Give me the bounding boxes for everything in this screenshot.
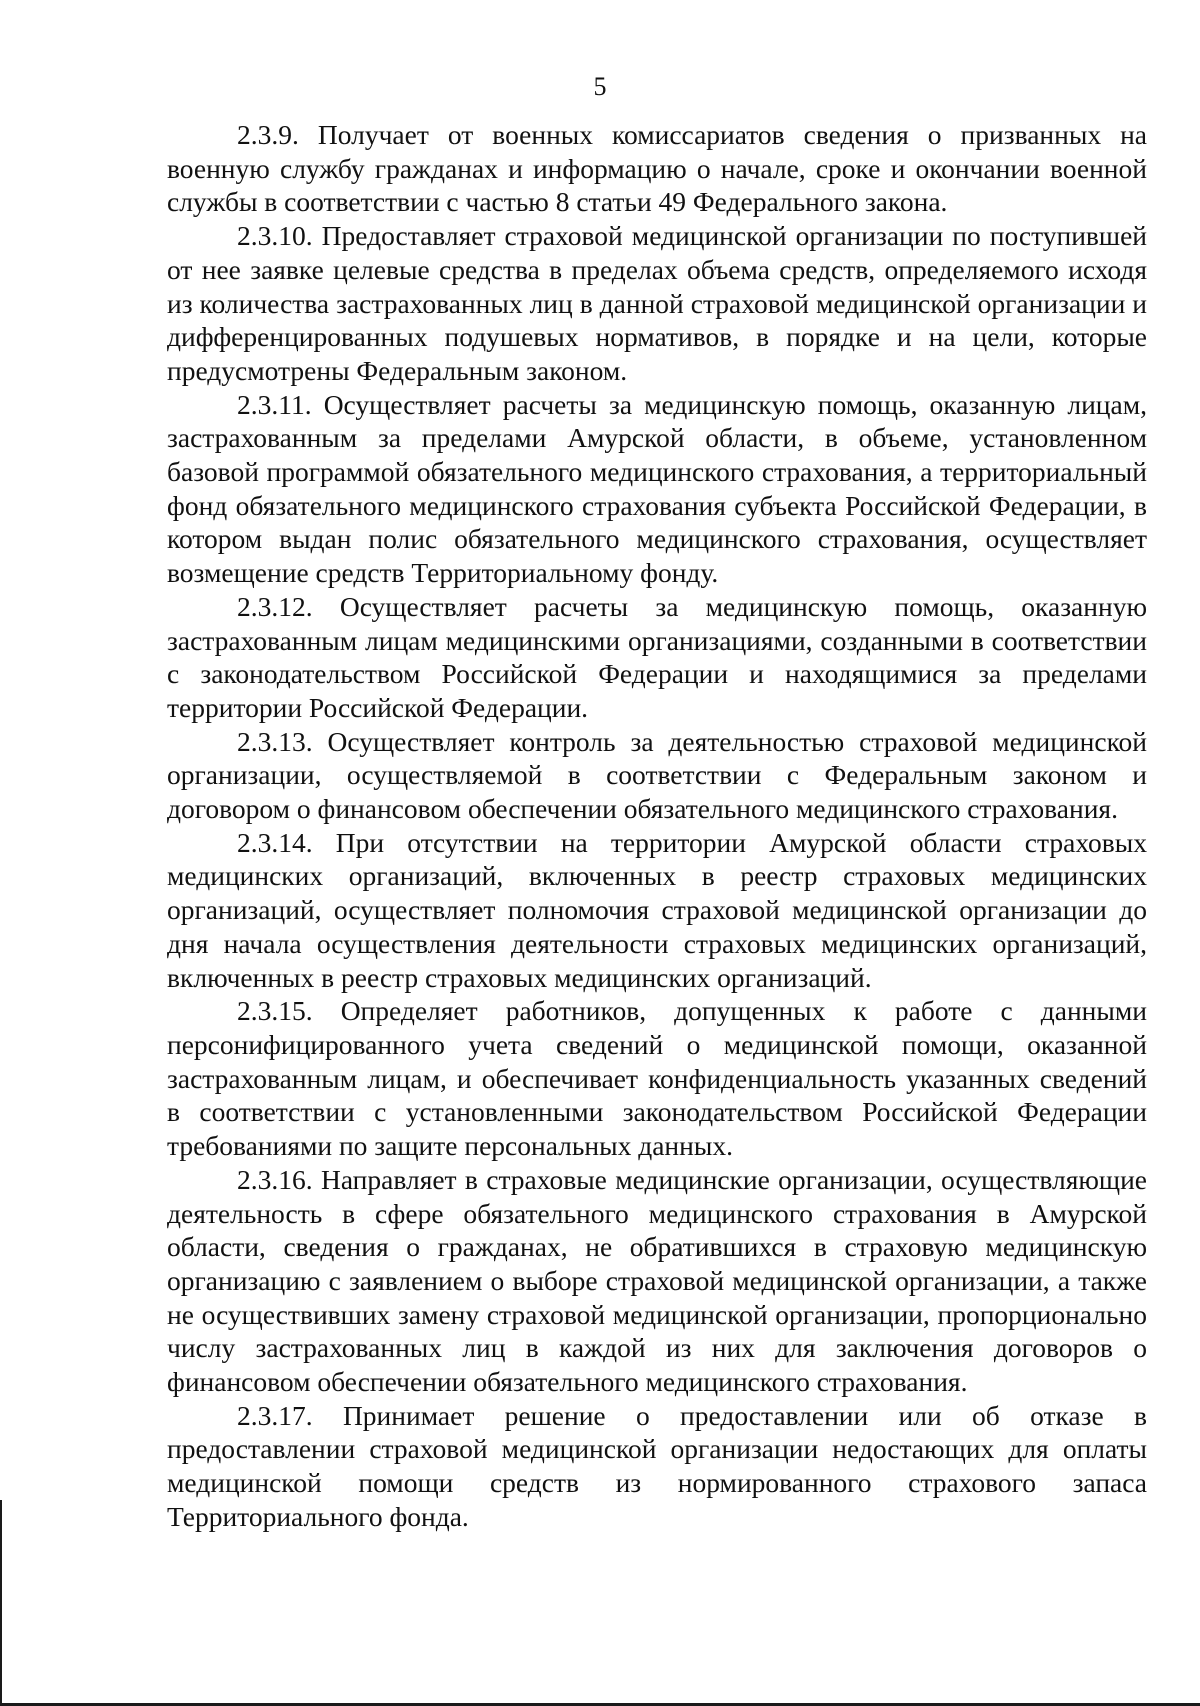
paragraph-2-3-13: 2.3.13. Осуществляет контроль за деятельностью страховой медицинской организации, осуществляемой в соответствии с Федеральным законом и договором о финансовом обеспечении обязательного медицинского страхования. [167, 725, 1147, 825]
paragraph-2-3-11: 2.3.11. Осуществляет расчеты за медицинскую помощь, оказанную лицам, застрахованным за пределами Амурской области, в объеме, установленном базовой программой обязательного медицинского страхования, а территориальный фонд обязательного медицинского страхования субъекта Российской Федерации, в котором выдан полис обязательного медицинского страхования, осуществляет возмещение средств Территориальному фонду. [167, 388, 1147, 589]
page-number: 5 [593, 72, 607, 101]
paragraph-2-3-15: 2.3.15. Определяет работников, допущенных к работе с данными персонифицированного учета сведений о медицинской помощи, оказанной застрахованным лицам, и обеспечивает конфиденциальность указанных сведений в соответствии с установленными законодательством Российской Федерации требованиями по защите персональных данных. [167, 995, 1147, 1162]
paragraph-2-3-12: 2.3.12. Осуществляет расчеты за медицинскую помощь, оказанную застрахованным лицам медицинскими организациями, созданными в соответствии с законодательством Российской Федерации и находящимися за пределами территории Российской Федерации. [167, 590, 1147, 723]
paragraph-2-3-10: 2.3.10. Предоставляет страховой медицинской организации по поступившей от нее заявке целевые средства в пределах объема средств, определяемого исходя из количества застрахованных лиц в данной страховой медицинской организации и дифференцированных подушевых нормативов, в порядке и на цели, которые предусмотрены Федеральным законом. [167, 220, 1147, 386]
scan-edge-left [0, 1500, 2, 1706]
document-body [167, 118, 1147, 1534]
paragraph-2-3-9: 2.3.9. Получает от военных комиссариатов сведения о призванных на военную службу гражданах и информацию о начале, сроке и окончании военной службы в соответствии с частью 8 статьи 49 Федерального закона. [167, 119, 1147, 218]
paragraph-2-3-16: 2.3.16. Направляет в страховые медицинские организации, осуществляющие деятельность в сфере обязательного медицинского страхования в Амурской области, сведения о гражданах, не обратившихся в страховую медицинскую организацию с заявлением о выборе страховой медицинской организации, а также не осуществивших замену страховой медицинской организации, пропорционально числу застрахованных лиц в каждой из них для заключения договоров о финансовом обеспечении обязательного медицинского страхования. [167, 1163, 1147, 1398]
paragraph-2-3-14: 2.3.14. При отсутствии на территории Амурской области страховых медицинских организаций, включенных в реестр страховых медицинских организаций, осуществляет полномочия страховой медицинской организации до дня начала осуществления деятельности страховых медицинских организаций, включенных в реестр страховых медицинских организаций. [167, 826, 1147, 993]
paragraph-2-3-17: 2.3.17. Принимает решение о предоставлении или об отказе в предоставлении страховой медицинской организации недостающих для оплаты медицинской помощи средств из нормированного страхового запаса Территориального фонда. [167, 1399, 1147, 1532]
